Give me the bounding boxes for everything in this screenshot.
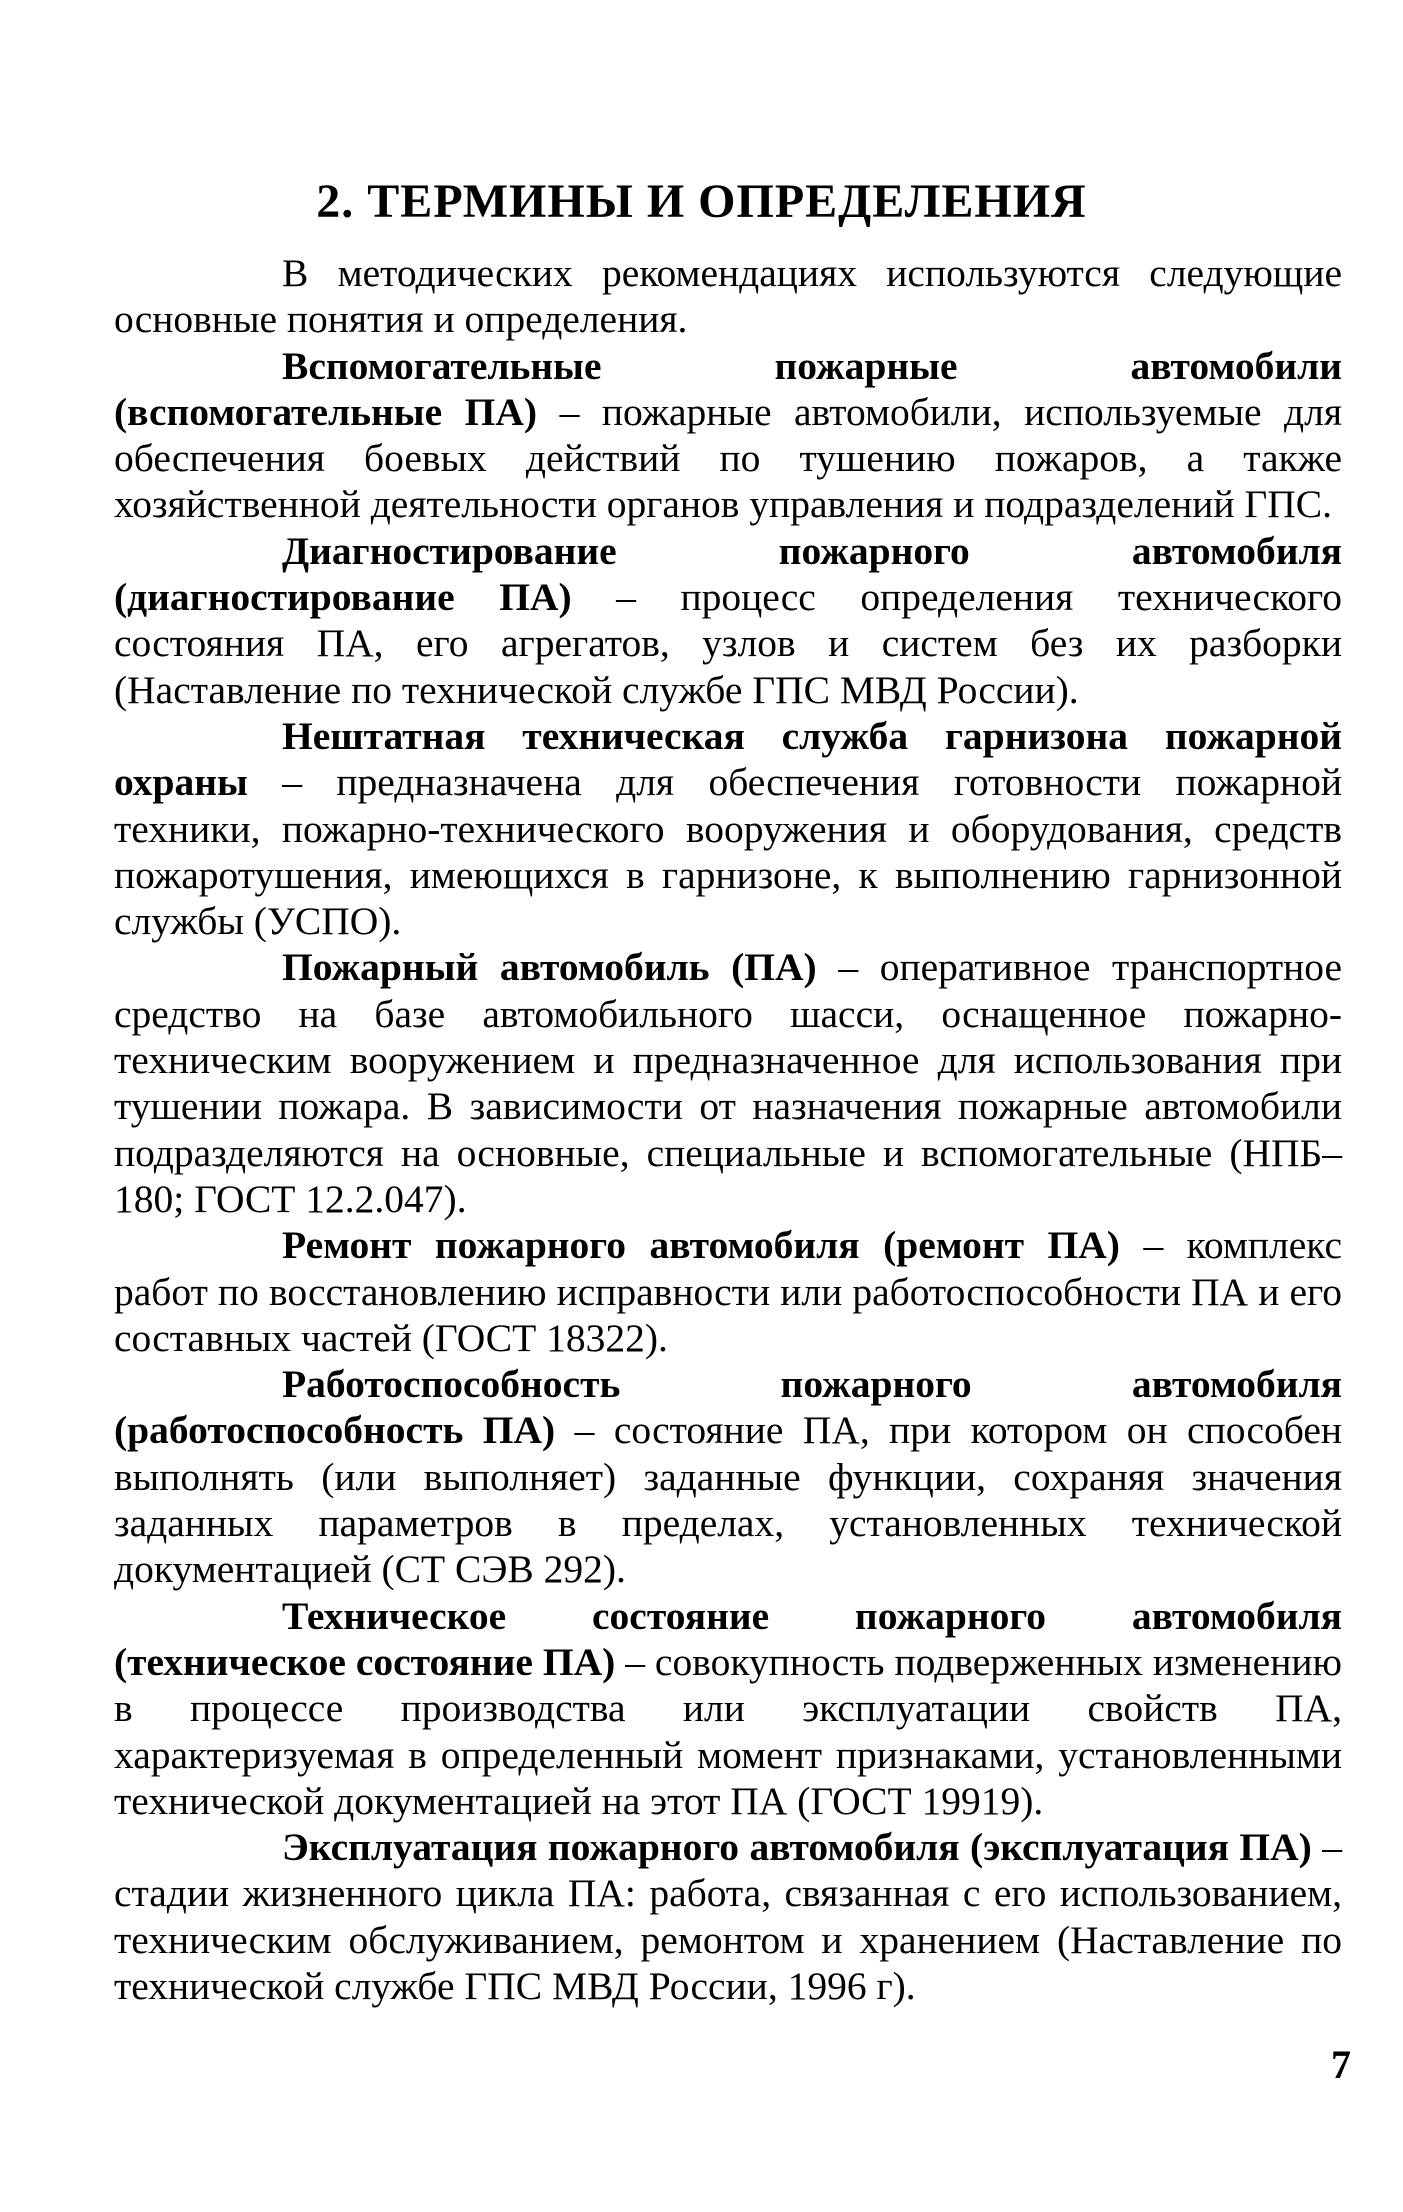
definition-text: – стадии жизненного цикла ПА: работа, связанная с его использованием, техническим обслуживанием, ремонтом и хранением (Наставление по технической службе ГПС МВД России, 1996 г). xyxy=(114,1825,1342,2008)
definition-paragraph xyxy=(114,713,1342,944)
definition-term: Нештатная техническая служба гарнизона пожарной охраны xyxy=(114,713,1342,805)
definition-paragraph xyxy=(114,1222,1342,1361)
definition-paragraph xyxy=(114,343,1342,528)
definition-text: – состояние ПА, при котором он способен выполнять (или выполняет) заданные функции, сохраняя значения заданных параметров в пределах, установленных технической документацией (СТ СЭВ 292). xyxy=(114,1408,1342,1592)
definition-text: – предназначена для обеспечения готовности пожарной техники, пожарно-технического вооружения и оборудования, средств пожаротушения, имеющихся в гарнизоне, к выполнению гарнизонной службы (УСПО). xyxy=(114,760,1342,944)
definition-paragraph xyxy=(114,1824,1342,2009)
definition-text: – комплекс работ по восстановлению исправности или работоспособности ПА и его составных частей (ГОСТ 18322). xyxy=(114,1223,1342,1360)
definition-text: – пожарные автомобили, используемые для обеспечения боевых действий по тушению пожаров, а также хозяйственной деятельности органов управления и подразделений ГПС. xyxy=(114,389,1342,527)
definition-term: Вспомогательные пожарные автомобили (вспомогательные ПА) xyxy=(114,343,1342,434)
definition-paragraph xyxy=(114,944,1342,1222)
section-heading: 2. ТЕРМИНЫ И ОПРЕДЕЛЕНИЯ xyxy=(316,175,1087,228)
definition-paragraph xyxy=(114,1593,1342,1824)
definition-term: Ремонт пожарного автомобиля (ремонт ПА) xyxy=(282,1223,1120,1268)
section-body xyxy=(114,250,1342,2009)
definition-term: Техническое состояние пожарного автомобиля (техническое состояние ПА) xyxy=(114,1593,1342,1684)
definition-paragraph xyxy=(114,528,1342,713)
definition-term: Пожарный автомобиль (ПА) xyxy=(282,945,817,990)
definition-term: Диагностирование пожарного автомобиля (диагностирование ПА) xyxy=(114,528,1342,620)
intro-paragraph: В методических рекомендациях используются следующие основные понятия и определения. xyxy=(114,251,1342,342)
page-number: 7 xyxy=(1331,2042,1351,2087)
definition-paragraph xyxy=(114,1361,1342,1592)
definition-text: – процесс определения технического состояния ПА, его агрегатов, узлов и систем без их разборки (Наставление по технической службе ГПС МВД России). xyxy=(114,575,1342,712)
definition-term: Работоспособность пожарного автомобиля (работоспособность ПА) xyxy=(114,1362,1342,1453)
definition-text: – совокупность подверженных изменению в процессе производства или эксплуатации свойств ПА, характеризуемая в определенный момент признаками, установленными технической документацией на этот ПА (ГОСТ 19919). xyxy=(114,1639,1342,1823)
definition-term: Эксплуатация пожарного автомобиля (эксплуатация ПА) xyxy=(282,1825,1312,1870)
definition-text: – оперативное транспортное средство на базе автомобильного шасси, оснащенное пожарно-техническим вооружением и предназначенное для использования при тушении пожара. В зависимости от назначения пожарные автомобили подразделяются на основные, специальные и вспомогательные (НПБ–180; ГОСТ 12.2.047). xyxy=(114,945,1342,1221)
